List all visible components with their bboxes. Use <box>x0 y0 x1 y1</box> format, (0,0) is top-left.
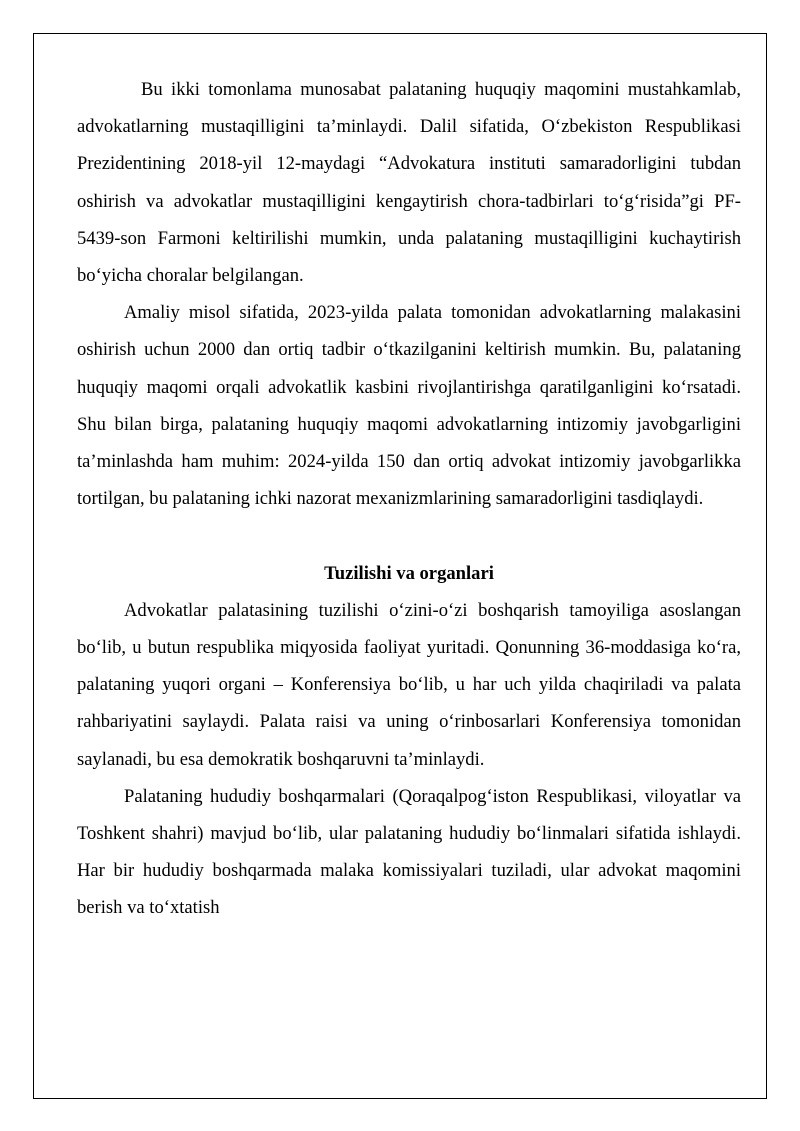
document-body <box>77 71 741 927</box>
paragraph-3: Advokatlar palatasining tuzilishi o‘zini-o‘zi boshqarish tamoyiliga asoslangan bo‘lib, u butun respublika miqyosida faoliyat yuritadi. Qonunning 36-moddasiga ko‘ra, palataning yuqori organi – Konferensiya bo‘lib, u har uch yilda chaqiriladi va palata rahbariyatini saylaydi. Palata raisi va uning o‘rinbosarlari Konferensiya tomonidan saylanadi, bu esa demokratik boshqaruvni ta’minlaydi. <box>77 599 741 770</box>
paragraph-1: Bu ikki tomonlama munosabat palataning huquqiy maqomini mustahkamlab, advokatlarning mustaqilligini ta’minlaydi. Dalil sifatida, O‘zbekiston Respublikasi Prezidentining 2018-yil 12-maydagi “Advokatura instituti samaradorligini tubdan oshirish va advokatlar mustaqilligini kengaytirish chora-tadbirlari to‘g‘risida”gi PF-5439-son Farmoni keltirilishi mumkin, unda palataning mustaqilligini kuchaytirish bo‘yicha choralar belgilangan. <box>77 79 741 287</box>
paragraph-2: Amaliy misol sifatida, 2023-yilda palata tomonidan advokatlarning malakasini oshirish uchun 2000 dan ortiq tadbir o‘tkazilganini keltirish mumkin. Bu, palataning huquqiy maqomi orqali advokatlik kasbini rivojlantirishga qaratilganligini ko‘rsatadi. Shu bilan birga, palataning huquqiy maqomi advokatlarning intizomiy javobgarligini ta’minlashda ham muhim: 2024-yilda 150 dan ortiq advokat intizomiy javobgarlikka tortilgan, bu palataning ichki nazorat mexanizmlarining samaradorligini tasdiqlaydi. <box>77 302 741 510</box>
section-heading: Tuzilishi va organlari <box>324 562 494 584</box>
paragraph-4: Palataning hududiy boshqarmalari (Qoraqalpog‘iston Respublikasi, viloyatlar va Toshkent shahri) mavjud bo‘lib, ular palataning hududiy bo‘linmalari sifatida ishlaydi. Har bir hududiy boshqarmada malaka komissiyalari tuziladi, ular advokat maqomini berish va to‘xtatish <box>77 785 741 919</box>
